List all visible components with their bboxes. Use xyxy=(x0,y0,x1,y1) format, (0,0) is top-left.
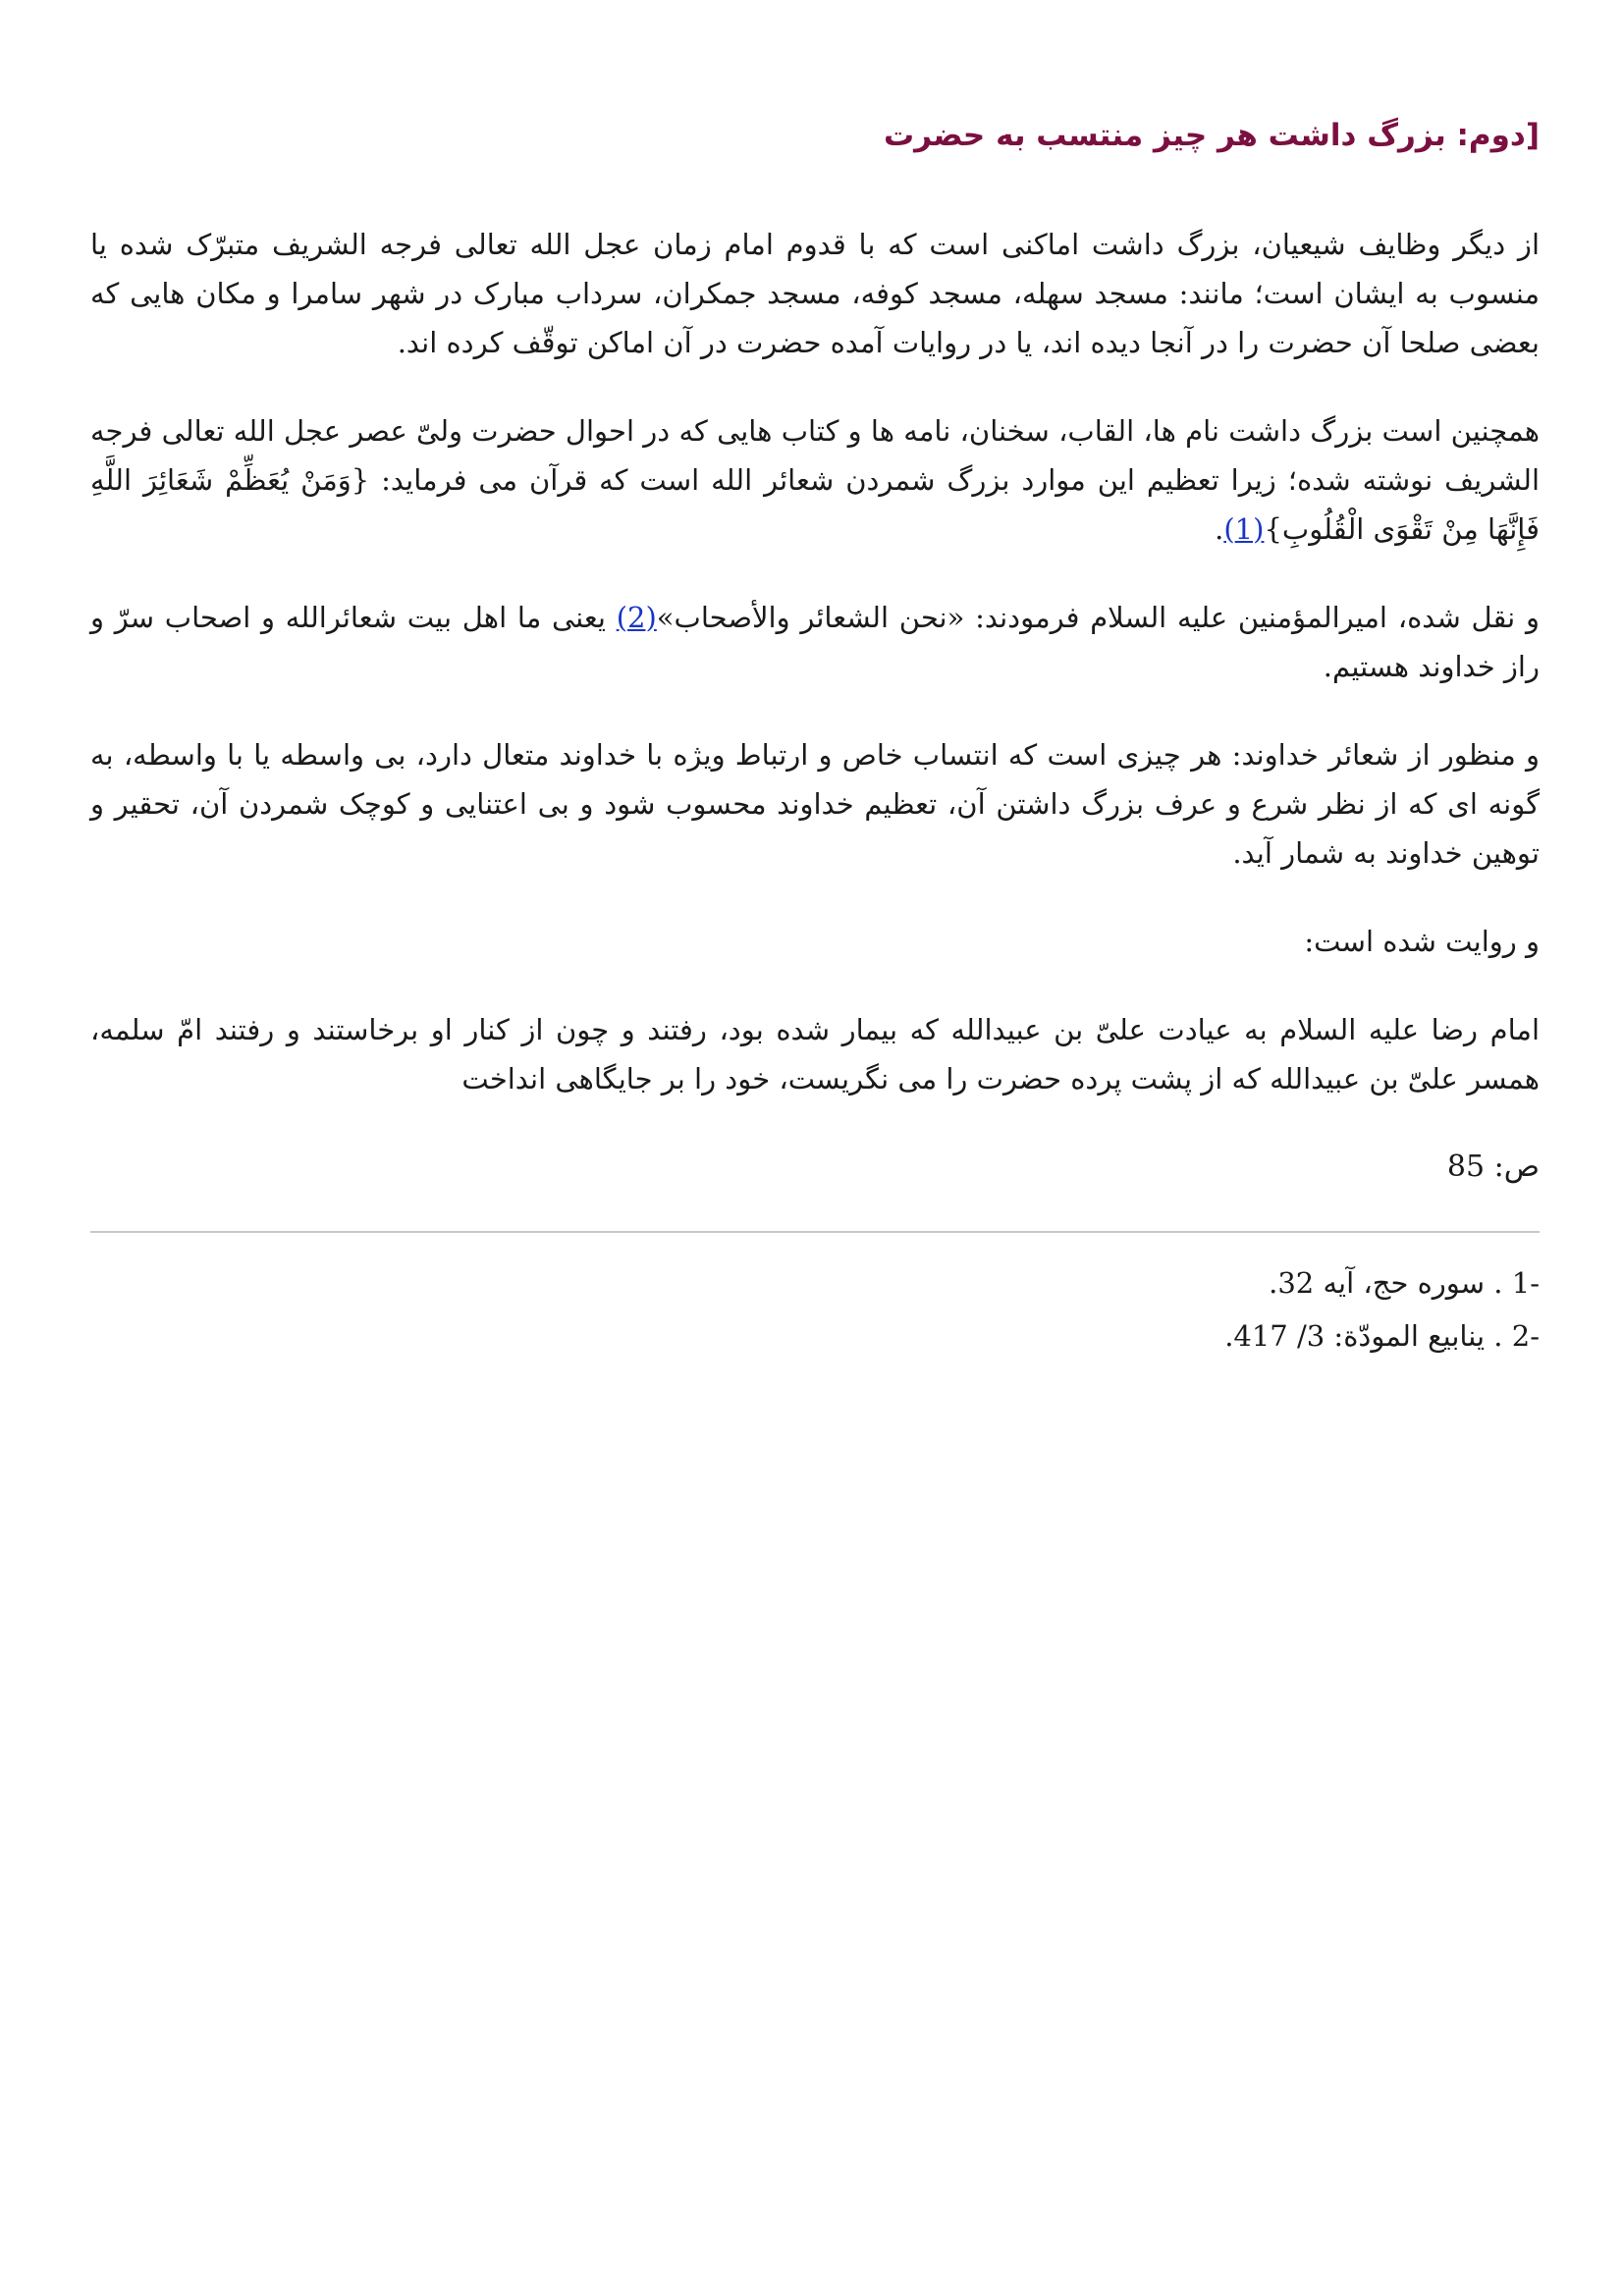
paragraph-5: و روایت شده است: xyxy=(1304,925,1540,959)
paragraph-3-end: یعنی ما اهل بیت شعائرالله و اصحاب سرّ و راز خداوند هستیم. xyxy=(90,601,1540,684)
paragraph-3-text: و نقل شده، امیرالمؤمنین علیه السلام فرمودند: «نحن الشعائر والأصحاب» xyxy=(656,601,1540,635)
footnote-divider xyxy=(90,1231,1540,1233)
paragraph-1: از دیگر وظایف شیعیان، بزرگ داشت اماکنی است که با قدوم امام زمان عجل الله تعالی فرجه الشریف متبرّک شده یا منسوب به ایشان است؛ مانند: مسجد سهله، مسجد کوفه، مسجد جمکران، سرداب مبارک در شهر سامرا و مکان هایی که بعضی صلحا آن حضرت را در آنجا دیده اند، یا در روایات آمده حضرت در آن اماکن توقّف کرده اند. xyxy=(90,228,1540,360)
footnote-2-number: 2- xyxy=(1511,1319,1540,1354)
page-number: ص: 85 xyxy=(1446,1149,1540,1185)
footnote-2 xyxy=(90,1309,1540,1362)
paragraph-2 xyxy=(90,406,1540,554)
footnote-1-text: . سوره حج، آیه 32. xyxy=(1269,1266,1512,1301)
footnote-2-text: . ينابيع المودّة: 3/ 417. xyxy=(1224,1319,1512,1354)
footnote-1 xyxy=(90,1256,1540,1309)
paragraph-6: امام رضا علیه السلام به عیادت علیّ بن عبیدالله که بیمار شده بود، رفتند و چون از کنار او برخاستند و رفتند امّ سلمه، همسر علیّ بن عبیدالله که از پشت پرده حضرت را می نگریست، خود را بر جایگاهی انداخت xyxy=(90,1013,1540,1096)
paragraph-4: و منظور از شعائر خداوند: هر چیزی است که انتساب خاص و ارتباط ویژه با خداوند متعال دارد، بی واسطه یا با واسطه، به گونه ای که از نظر شرع و عرف بزرگ داشتن آن، تعظیم خداوند محسوب شود و بی اعتنایی و کوچک شمردن آن، تحقیر و توهین خداوند به شمار آید. xyxy=(90,738,1540,871)
paragraph-2-text: همچنین است بزرگ داشت نام ها، القاب، سخنان، نامه ها و کتاب هایی که در احوال حضرت ولیّ عصر عجل الله تعالی فرجه الشریف نوشته شده؛ زیرا تعظیم این موارد بزرگ شمردن شعائر الله است که قرآن می فرماید: xyxy=(90,414,1541,498)
footnote-link-2[interactable]: (2) xyxy=(616,601,657,635)
footnote-1-number: 1- xyxy=(1511,1266,1540,1301)
footnote-link-1[interactable]: (1) xyxy=(1223,512,1265,547)
quran-verse: {وَمَنْ يُعَظِّمْ شَعَائِرَ اللَّهِ فَإِنَّهَا مِنْ تَقْوَى الْقُلُوبِ} xyxy=(90,463,1540,547)
document-page xyxy=(90,116,1540,1362)
paragraph-3 xyxy=(90,593,1540,691)
footnote-list xyxy=(90,1256,1540,1362)
section-heading: [دوم: بزرگ داشت هر چیز منتسب به حضرت xyxy=(883,118,1540,153)
paragraph-2-end: . xyxy=(1215,512,1224,547)
